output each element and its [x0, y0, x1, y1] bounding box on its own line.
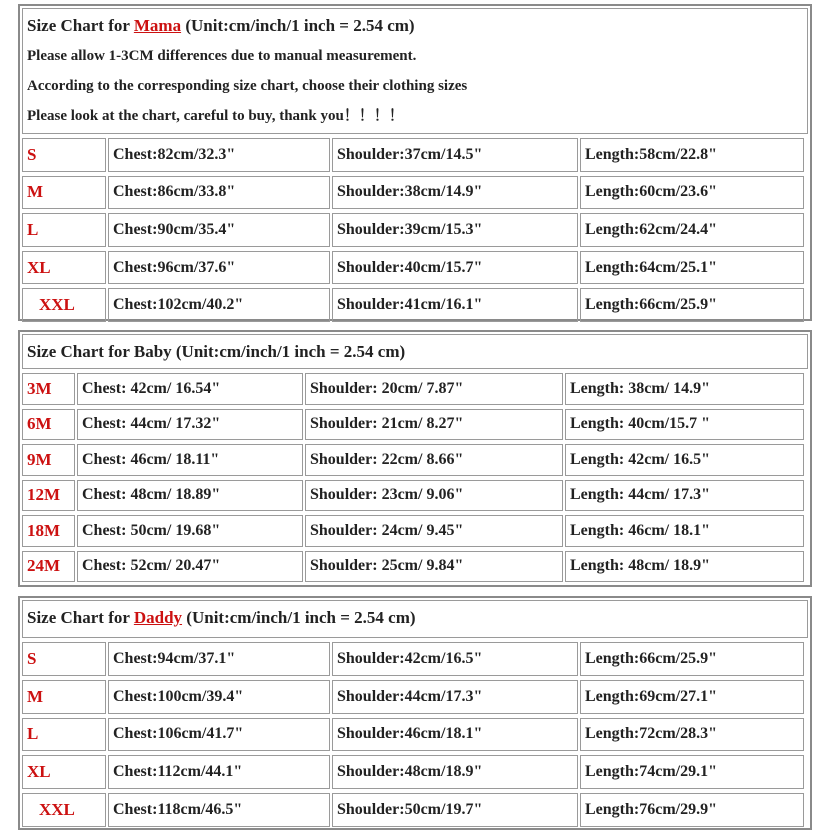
- chest-cell: Chest: 42cm/ 16.54": [77, 373, 303, 405]
- table-row: [20, 286, 810, 324]
- length-cell: Length:66cm/25.9": [580, 642, 804, 676]
- size-cell: S: [22, 138, 106, 172]
- measurement-note: Please allow 1-3CM differences due to manual measurement.: [27, 48, 417, 64]
- chest-cell: Chest:96cm/37.6": [108, 251, 330, 285]
- size-cell: XXL: [22, 793, 106, 827]
- daddy-size-chart: [18, 596, 812, 830]
- shoulder-cell: Shoulder:40cm/15.7": [332, 251, 578, 285]
- chest-cell: Chest:102cm/40.2": [108, 288, 330, 322]
- length-cell: Length: 44cm/ 17.3": [565, 480, 804, 512]
- length-cell: Length:64cm/25.1": [580, 251, 804, 285]
- length-cell: Length:76cm/29.9": [580, 793, 804, 827]
- shoulder-cell: Shoulder: 21cm/ 8.27": [305, 409, 563, 441]
- shoulder-cell: Shoulder:39cm/15.3": [332, 213, 578, 247]
- daddy-chart-title: Size Chart for Daddy (Unit:cm/inch/1 inch = 2.54 cm): [27, 608, 416, 627]
- size-cell: L: [22, 213, 106, 247]
- length-cell: Length:58cm/22.8": [580, 138, 804, 172]
- chest-cell: Chest:112cm/44.1": [108, 755, 330, 789]
- chest-cell: Chest:94cm/37.1": [108, 642, 330, 676]
- size-cell: M: [22, 176, 106, 210]
- shoulder-cell: Shoulder: 23cm/ 9.06": [305, 480, 563, 512]
- size-advice-note: According to the corresponding size chart, choose their clothing sizes: [27, 78, 468, 94]
- daddy-size-table: [20, 640, 810, 829]
- length-cell: Length:62cm/24.4": [580, 213, 804, 247]
- table-row: [20, 371, 810, 407]
- chest-cell: Chest: 44cm/ 17.32": [77, 409, 303, 441]
- table-row: [20, 442, 810, 478]
- mama-chart-title: Size Chart for Mama (Unit:cm/inch/1 inch = 2.54 cm): [27, 16, 415, 35]
- shoulder-cell: Shoulder:41cm/16.1": [332, 288, 578, 322]
- thank-you-note: Please look at the chart, careful to buy, thank you！！！！: [27, 108, 404, 124]
- shoulder-cell: Shoulder: 22cm/ 8.66": [305, 444, 563, 476]
- shoulder-cell: Shoulder:38cm/14.9": [332, 176, 578, 210]
- shoulder-cell: Shoulder:50cm/19.7": [332, 793, 578, 827]
- table-row: [20, 211, 810, 249]
- table-row: [20, 478, 810, 514]
- size-cell: S: [22, 642, 106, 676]
- table-row: [20, 678, 810, 716]
- length-cell: Length: 48cm/ 18.9": [565, 551, 804, 583]
- chest-cell: Chest: 52cm/ 20.47": [77, 551, 303, 583]
- length-cell: Length: 38cm/ 14.9": [565, 373, 804, 405]
- table-row: [20, 407, 810, 443]
- size-cell: 3M: [22, 373, 75, 405]
- table-row: [20, 640, 810, 678]
- chest-cell: Chest: 48cm/ 18.89": [77, 480, 303, 512]
- shoulder-cell: Shoulder: 20cm/ 7.87": [305, 373, 563, 405]
- chest-cell: Chest: 46cm/ 18.11": [77, 444, 303, 476]
- shoulder-cell: Shoulder:37cm/14.5": [332, 138, 578, 172]
- shoulder-cell: Shoulder:42cm/16.5": [332, 642, 578, 676]
- shoulder-cell: Shoulder:48cm/18.9": [332, 755, 578, 789]
- mama-size-table: [20, 136, 810, 324]
- size-cell: XXL: [22, 288, 106, 322]
- length-cell: Length:69cm/27.1": [580, 680, 804, 714]
- length-cell: Length: 46cm/ 18.1": [565, 515, 804, 547]
- size-cell: 18M: [22, 515, 75, 547]
- mama-size-chart: [18, 4, 812, 321]
- size-cell: 9M: [22, 444, 75, 476]
- size-cell: 24M: [22, 551, 75, 583]
- table-row: [20, 513, 810, 549]
- length-cell: Length:74cm/29.1": [580, 755, 804, 789]
- size-cell: 6M: [22, 409, 75, 441]
- daddy-label: Daddy: [133, 608, 183, 627]
- size-cell: XL: [22, 755, 106, 789]
- length-cell: Length:60cm/23.6": [580, 176, 804, 210]
- length-cell: Length:66cm/25.9": [580, 288, 804, 322]
- length-cell: Length:72cm/28.3": [580, 718, 804, 752]
- baby-size-table: [20, 371, 810, 584]
- size-cell: M: [22, 680, 106, 714]
- chest-cell: Chest:100cm/39.4": [108, 680, 330, 714]
- chest-cell: Chest: 50cm/ 19.68": [77, 515, 303, 547]
- table-row: [20, 249, 810, 287]
- shoulder-cell: Shoulder:46cm/18.1": [332, 718, 578, 752]
- table-row: [20, 716, 810, 754]
- chest-cell: Chest:82cm/32.3": [108, 138, 330, 172]
- size-cell: L: [22, 718, 106, 752]
- shoulder-cell: Shoulder: 25cm/ 9.84": [305, 551, 563, 583]
- table-row: [20, 791, 810, 829]
- daddy-chart-header: [22, 600, 808, 638]
- baby-chart-header: [22, 334, 808, 369]
- mama-label: Mama: [133, 16, 182, 35]
- chest-cell: Chest:86cm/33.8": [108, 176, 330, 210]
- size-cell: 12M: [22, 480, 75, 512]
- baby-size-chart: [18, 330, 812, 587]
- table-row: [20, 753, 810, 791]
- shoulder-cell: Shoulder:44cm/17.3": [332, 680, 578, 714]
- length-cell: Length: 40cm/15.7 ": [565, 409, 804, 441]
- shoulder-cell: Shoulder: 24cm/ 9.45": [305, 515, 563, 547]
- size-cell: XL: [22, 251, 106, 285]
- chest-cell: Chest:118cm/46.5": [108, 793, 330, 827]
- mama-chart-header: [22, 8, 808, 134]
- table-row: [20, 549, 810, 585]
- length-cell: Length: 42cm/ 16.5": [565, 444, 804, 476]
- table-row: [20, 136, 810, 174]
- chest-cell: Chest:90cm/35.4": [108, 213, 330, 247]
- baby-chart-title: Size Chart for Baby (Unit:cm/inch/1 inch = 2.54 cm): [27, 342, 406, 361]
- chest-cell: Chest:106cm/41.7": [108, 718, 330, 752]
- table-row: [20, 174, 810, 212]
